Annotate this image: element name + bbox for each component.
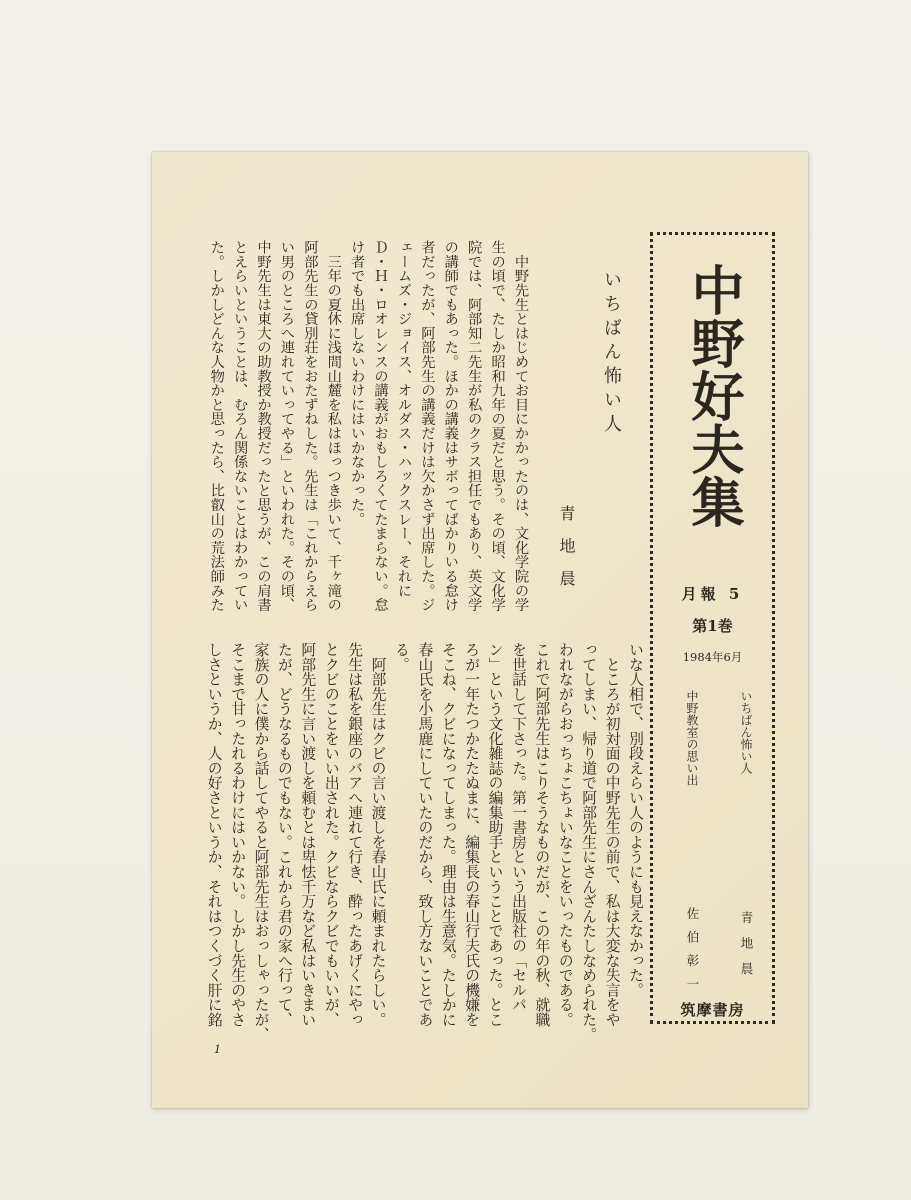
text-column: 中野先生は東大の助教授か教授だったと思うが、この肩書 bbox=[255, 240, 272, 612]
series-title: 中野好夫集 bbox=[683, 263, 745, 528]
text-column: の講師でもあった。ほかの講義はサボってばかりいる怠け bbox=[442, 240, 459, 612]
text-column: 院では、阿部知二先生が私のクラス担任でもあり、英文学 bbox=[466, 240, 483, 612]
text-column: 者だったが、阿部先生の講義だけは欠かさず出席した。ジ bbox=[419, 240, 436, 612]
text-column: われながらおっちょこちょいなことをいったものである。 bbox=[556, 642, 574, 1027]
text-column: 家族の人に僕から話してやると阿部先生はおっしゃったが、 bbox=[252, 642, 270, 1042]
article-title: いちばん怖い人 bbox=[601, 270, 622, 438]
text-column: そこね、クビになってしまった。理由は生意気。たしかに bbox=[439, 642, 457, 1027]
text-column: ェームズ・ジョイス、オルダス・ハックスレー、それに bbox=[395, 240, 412, 598]
text-column: とえらいということは、むろん関係ないことはわかってい bbox=[232, 240, 249, 612]
text-column: 中野先生とはじめてお目にかかったのは、文化学院の学 bbox=[513, 240, 529, 612]
text-column: とクビのことをいい出された。クビならクビでもいいが、 bbox=[322, 642, 340, 1027]
text-column: 春山氏を小馬鹿にしていたのだから、致し方ないことであ bbox=[416, 642, 434, 1027]
issue-label: 月報 5 bbox=[681, 585, 744, 603]
contents-title: 中野教室の思い出 bbox=[685, 690, 699, 786]
contents-title: いちばん怖い人 bbox=[739, 690, 753, 774]
text-column: たが、どうなるものでもない。これから君の家へ行って、 bbox=[275, 642, 293, 1027]
text-column: け者でも出席しないわけにはいかなかった。 bbox=[349, 240, 366, 526]
page-number: 1 bbox=[214, 1043, 221, 1056]
volume-label: 第1巻 bbox=[692, 617, 733, 635]
text-column: ろが一年たつかたたぬまに、編集長の春山行夫氏の機嫌を bbox=[463, 642, 481, 1027]
article-body-lower bbox=[202, 642, 647, 1042]
date-label: 1984年6月 bbox=[682, 650, 743, 664]
text-column: 阿部先生はクビの言い渡しを春山氏に頼まれたらしい。 bbox=[369, 642, 387, 1027]
text-column: 先生は私を銀座のバアへ連れて行き、酔ったあげくにやっ bbox=[346, 642, 364, 1027]
text-column: い男のところへ連れていってやる」といわれた。その頃、 bbox=[278, 240, 295, 612]
text-column: ってしまい、帰り道で阿部先生にさんざんたしなめられた。 bbox=[580, 642, 598, 1042]
contents-author: 青地晨 bbox=[739, 911, 754, 988]
text-column: いな人相で、別段えらい人のようにも見えなかった。 bbox=[627, 642, 644, 998]
text-column: しさというか、人の好さというか、それはつくづく肝に銘 bbox=[205, 642, 223, 1027]
masthead-box bbox=[650, 232, 775, 1024]
text-column: 阿部先生の貸別荘をおたずねした。先生は「これからえら bbox=[302, 240, 319, 612]
text-column: ところが初対面の中野先生の前で、私は大変な失言をや bbox=[603, 642, 621, 1027]
publisher-name: 筑摩書房 bbox=[680, 1001, 745, 1019]
text-column: そこまで甘ったれるわけにはいかない。しかし先生のやさ bbox=[229, 642, 247, 1027]
text-column: Ｄ・Ｈ・ロオレンスの講義がおもしろくてたまらない。怠 bbox=[372, 240, 389, 612]
contents-author: 佐伯彰一 bbox=[685, 907, 700, 1001]
text-column: これで阿部先生はこりそうなものだが、この年の秋、就職 bbox=[533, 642, 551, 1027]
text-column: 三年の夏休に浅間山麓を私はほっつき歩いて、千ヶ滝の bbox=[325, 240, 342, 612]
text-column: る。 bbox=[392, 642, 410, 672]
text-column: 阿部先生に言い渡しを頼むとは卑怯千万など私はいきまい bbox=[299, 642, 317, 1027]
article-body-upper bbox=[204, 240, 532, 616]
text-column: を世話して下さった。第一書房という出版社の「セルパ bbox=[509, 642, 527, 1012]
text-column: 生の頃で、たしか昭和九年の夏だと思う。その頃、文化学 bbox=[489, 240, 506, 612]
text-column: た。しかしどんな人物かと思ったら、比叡山の荒法師みた bbox=[208, 240, 225, 612]
text-column: ン」という文化雑誌の編集助手ということであった。とこ bbox=[486, 642, 504, 1027]
article-author: 青地晨 bbox=[557, 505, 576, 603]
